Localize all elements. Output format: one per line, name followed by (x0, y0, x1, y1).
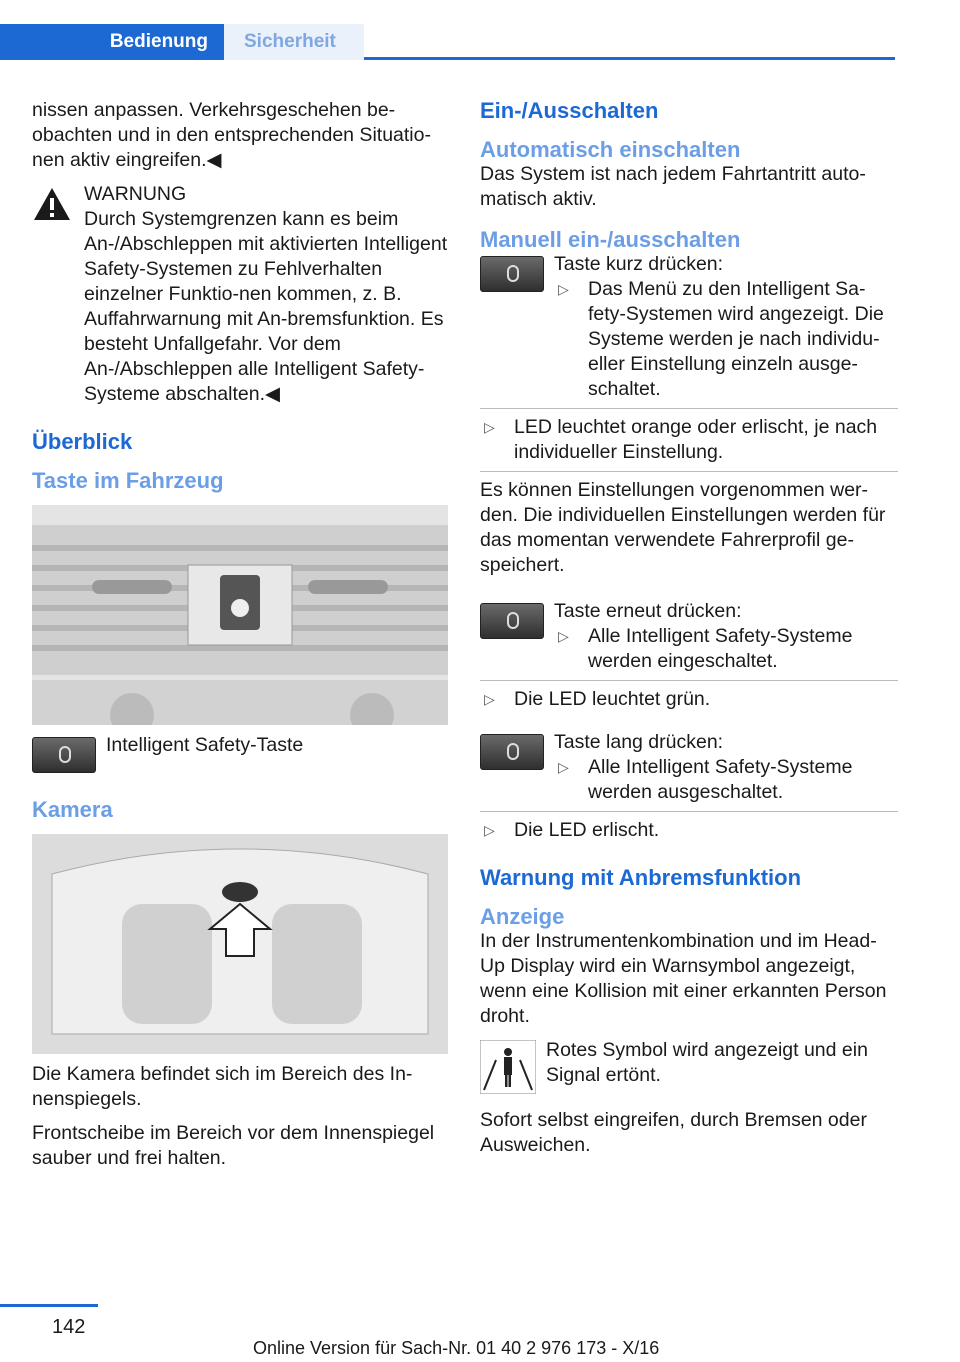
final-text: Sofort selbst eingreifen, durch Bremsen oder Ausweichen. (480, 1109, 867, 1156)
safety-key-icon (480, 734, 544, 770)
press-long-row (480, 730, 898, 805)
long-bullet-1: Alle Intelligent Safety-Systeme werden ausgeschaltet. (588, 756, 853, 803)
again-bullet-2: Die LED leuchtet grün. (514, 688, 711, 710)
page-number: 142 (52, 1316, 86, 1338)
long-bullet-2: Die LED erlischt. (514, 819, 660, 841)
intelligent-safety-key-icon (32, 737, 96, 773)
tab-bedienung[interactable]: Bedienung (0, 24, 224, 60)
settings-text: Es können Einstellungen vorgenommen wer‐den. Die individuellen Einstellungen werden für das momentan verwendete Fahrerprofil ge‐speichert. (480, 479, 886, 576)
online-version-note: Online Version für Sach-Nr. 01 40 2 976 173 - X/16 (253, 1338, 660, 1358)
heading-taste-im-fahrzeug: Taste im Fahrzeug (32, 468, 224, 493)
footer-rule (0, 1304, 98, 1307)
safety-key-icon (480, 256, 544, 292)
triangle-bullet-icon: ▷ (484, 419, 495, 435)
heading-ueberblick: Überblick (32, 429, 133, 454)
heading-kamera: Kamera (32, 797, 113, 822)
heading-automatisch: Automatisch einschalten (480, 137, 741, 162)
tab-sicherheit[interactable]: Sicherheit (224, 24, 364, 60)
kamera-text-2: Frontscheibe im Bereich vor dem Innenspiegel sauber und frei halten. (32, 1122, 435, 1169)
left-column (32, 98, 450, 1180)
taste-row (32, 733, 450, 783)
triangle-bullet-icon: ▷ (484, 691, 495, 707)
triangle-bullet-icon: ▷ (558, 281, 569, 297)
auto-text: Das System ist nach jedem Fahrtantritt auto‐matisch aktiv. (480, 163, 866, 210)
section-tabs (0, 24, 895, 60)
triangle-bullet-icon: ▷ (558, 759, 569, 775)
press-again-label: Taste erneut drücken: (554, 600, 742, 622)
camera-illustration (32, 834, 448, 1054)
symbol-text: Rotes Symbol wird angezeigt und ein Signal ertönt. (546, 1039, 868, 1086)
press-short-label: Taste kurz drücken: (554, 253, 724, 275)
press-long-label: Taste lang drücken: (554, 731, 724, 753)
short-bullet-2: LED leuchtet orange oder erlischt, je nach individueller Einstellung. (514, 416, 878, 463)
triangle-bullet-icon: ▷ (558, 628, 569, 644)
heading-manuell: Manuell ein-/ausschalten (480, 227, 741, 252)
anzeige-text: In der Instrumentenkombination und im Head-Up Display wird ein Warnsymbol angezeigt, wenn eine Kollision mit einer erkannten Person droht. (480, 930, 887, 1027)
warning-title: WARNUNG (84, 183, 187, 205)
symbol-row (480, 1038, 898, 1098)
heading-anzeige: Anzeige (480, 904, 565, 929)
person-warning-icon (480, 1040, 536, 1094)
again-bullet-1: Alle Intelligent Safety-Systeme werden eingeschaltet. (588, 625, 853, 672)
warning-block (32, 182, 450, 407)
press-again-row (480, 599, 898, 674)
dashboard-photo (32, 505, 448, 725)
right-column (480, 98, 898, 1167)
short-bullet-1: Das Menü zu den Intelligent Sa‐fety-Systemen wird angezeigt. Die Systeme werden je nach individu‐eller Einstellung einzeln ausge‐schaltet. (588, 278, 884, 400)
heading-warnung-anbremsfunktion: Warnung mit Anbremsfunktion (480, 865, 802, 890)
intro-text: nissen anpassen. Verkehrsgeschehen be‐obachten und in den entsprechenden Situatio‐nen aktiv eingreifen.◀ (32, 99, 431, 171)
safety-key-icon (480, 603, 544, 639)
heading-ein-ausschalten: Ein-/Ausschalten (480, 98, 659, 123)
triangle-bullet-icon: ▷ (484, 822, 495, 838)
taste-caption: Intelligent Safety-Taste (106, 734, 304, 756)
warning-icon (32, 186, 72, 222)
dashboard-illustration (32, 505, 448, 725)
camera-photo (32, 834, 448, 1054)
warning-text: Durch Systemgrenzen kann es beim An-/Abschleppen mit aktivierten Intelligent Safety-Systemen zu Fehlverhalten einzelner Funktio‐nen kommen, z. B. Auffahrwarnung mit An‐bremsfunktion. Es besteht Unfallgefahr. Vor dem An-/Abschleppen alle Intelligent Safety-Systeme abschalten.◀ (84, 208, 448, 405)
kamera-text-1: Die Kamera befindet sich im Bereich des In‐nenspiegels. (32, 1063, 413, 1110)
press-short-row (480, 252, 898, 402)
